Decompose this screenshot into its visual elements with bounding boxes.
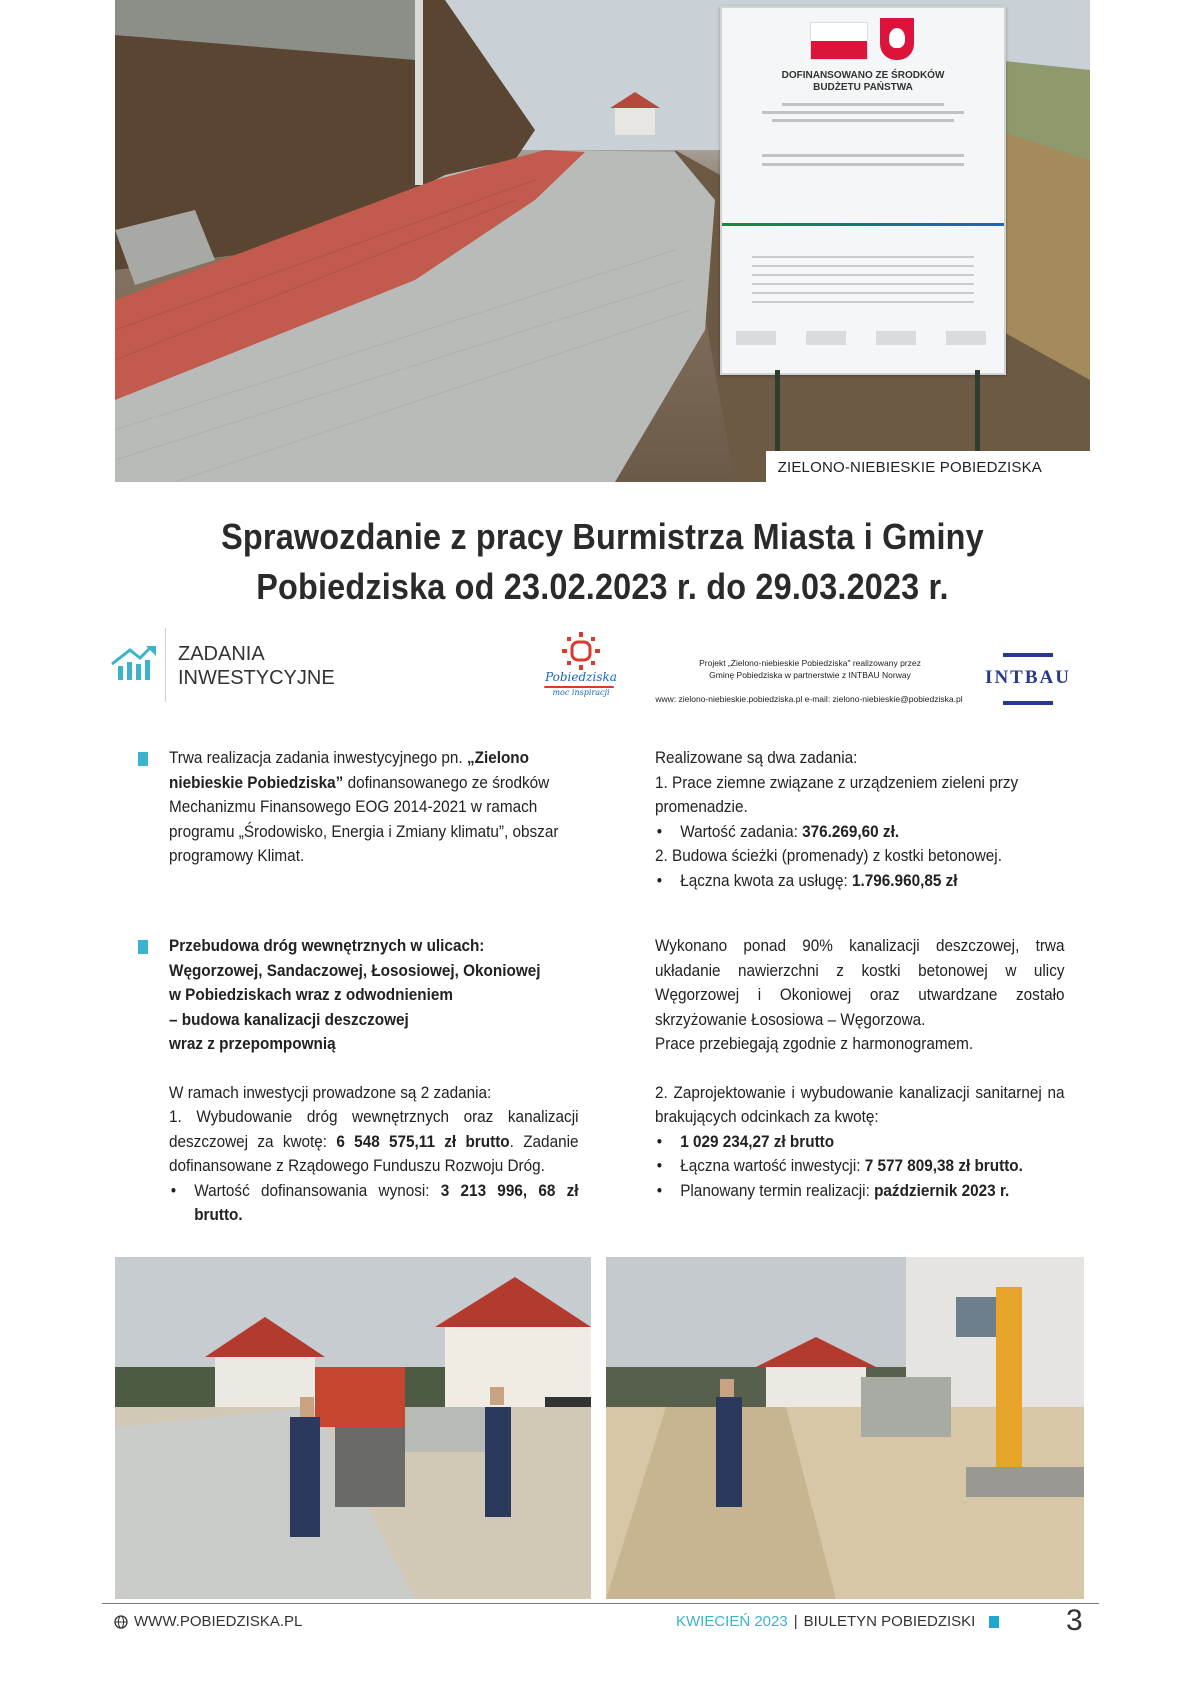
list-item: • 1 029 234,27 zł brutto	[655, 1130, 1065, 1155]
sign-project-lines	[752, 256, 974, 310]
partner-text: Projekt „Zielono-niebieskie Pobiedziska" realizowany przez Gminę Pobiedziska w partnerstwie z INTBAU Norway	[699, 658, 921, 680]
list-item: • Wartość dofinansowania wynosi: 3 213 996, 68 zł brutto.	[169, 1179, 579, 1228]
title-line-1: Sprawozdanie z pracy Burmistrza Miasta i Gminy	[221, 516, 984, 557]
partner-web: www: zielono-niebieskie.pobiedziska.pl e-mail: zielono-niebieskie@pobiedziska.pl	[655, 694, 963, 704]
section-label: ZADANIA INWESTYCYJNE	[178, 643, 335, 689]
brand-name: Pobiedziska	[545, 670, 617, 684]
sign-text-block	[722, 103, 1004, 127]
globe-icon	[114, 1615, 128, 1629]
footer-issue	[676, 1613, 999, 1630]
sun-logo-icon	[562, 632, 600, 670]
brand-tagline: moc inspiracji	[552, 688, 610, 697]
sign-logos	[736, 326, 986, 350]
hero-photo	[115, 0, 1090, 482]
title-line-2: Pobiedziska od 23.02.2023 r. do 29.03.2023 r.	[256, 566, 949, 607]
list-item: • Łączna wartość inwestycji: 7 577 809,38 zł brutto.	[655, 1154, 1065, 1179]
sign-heading: DOFINANSOWANO ZE ŚRODKÓW BUDŻETU PAŃSTWA	[781, 70, 945, 93]
hero-caption: ZIELONO-NIEBIESKIE POBIEDZISKA	[766, 451, 1090, 482]
page-title	[164, 512, 1042, 612]
block2-right: Wykonano ponad 90% kanalizacji deszczowej, trwa układanie nawierzchni z kostki betonowej w ulicy Węgorzowej i Okoniowej oraz utwardzane zostało skrzyżowanie Łososiowa – Węgorzowa. Prace przebiegają zgodnie z harmonogramem. 2. Zaprojektowanie i wybudowanie kanalizacji sanitarnej na brakujących odcinkach za kwotę: • 1 029 234,27 zł brutto • Łączna wartość inwestycji: 7 577 809,38 zł brutto. • Planowany termin realizacji: październik 2023 r.	[655, 934, 1065, 1203]
polish-flag-icon	[810, 22, 868, 60]
bullet-square-2	[138, 940, 148, 954]
intbau-logo: INTBAU	[975, 643, 1081, 711]
section-divider	[165, 628, 166, 702]
website-link[interactable]: WWW.POBIEDZISKA.PL	[134, 1613, 303, 1630]
photo-paving-right	[606, 1257, 1084, 1599]
footer-website[interactable]	[114, 1613, 302, 1630]
block2-left: Przebudowa dróg wewnętrznych w ulicach: Węgorzowej, Sandaczowej, Łososiowej, Okoniowej w Pobiedziskach wraz z odwodnieniem – budowa kanalizacji deszczowej wraz z przepompownią W ramach inwestycji prowadzone są 2 zadania: 1. Wybudowanie dróg wewnętrznych oraz kanalizacji deszczowej za kwotę: 6 548 575,11 zł brutto. Zadanie dofinansowane z Rządowego Funduszu Rozwoju Dróg. • Wartość dofinansowania wynosi: 3 213 996, 68 zł brutto.	[169, 934, 579, 1228]
publication-name: BIULETYN POBIEDZISKI	[803, 1613, 976, 1630]
house-chart-icon	[110, 644, 158, 684]
footer-square-icon	[989, 1616, 999, 1628]
page-number: 3	[1066, 1604, 1083, 1637]
list-item: • Łączna kwota za usługę: 1.796.960,85 zł	[655, 869, 1065, 894]
footer-divider	[102, 1603, 1099, 1604]
funding-sign	[720, 6, 1006, 375]
pobiedziska-logo	[536, 632, 626, 710]
sign-divider	[722, 223, 1004, 226]
block1-left: Trwa realizacja zadania inwestycyjnego pn. „Zielono niebieskie Pobiedziska” dofinansowanego ze środków Mechanizmu Finansowego EOG 2014-2021 w ramach programu „Środowisko, Energia i Zmiany klimatu”, obszar programowy Klimat.	[169, 748, 559, 865]
list-item: • Wartość zadania: 376.269,60 zł.	[655, 820, 1065, 845]
sign-amounts	[722, 154, 1004, 172]
list-item: • Planowany termin realizacji: październik 2023 r.	[655, 1179, 1065, 1204]
photo-paving-left	[115, 1257, 591, 1599]
issue-month: KWIECIEŃ 2023	[676, 1613, 788, 1630]
block1-right: Realizowane są dwa zadania: 1. Prace ziemne związane z urządzeniem zieleni przy promenadzie. • Wartość zadania: 376.269,60 zł. 2. Budowa ścieżki (promenady) z kostki betonowej. • Łączna kwota za usługę: 1.796.960,85 zł	[655, 746, 1065, 893]
polish-emblem-icon	[880, 18, 914, 60]
bullet-square-1	[138, 752, 148, 766]
footer-separator: |	[793, 1613, 798, 1630]
